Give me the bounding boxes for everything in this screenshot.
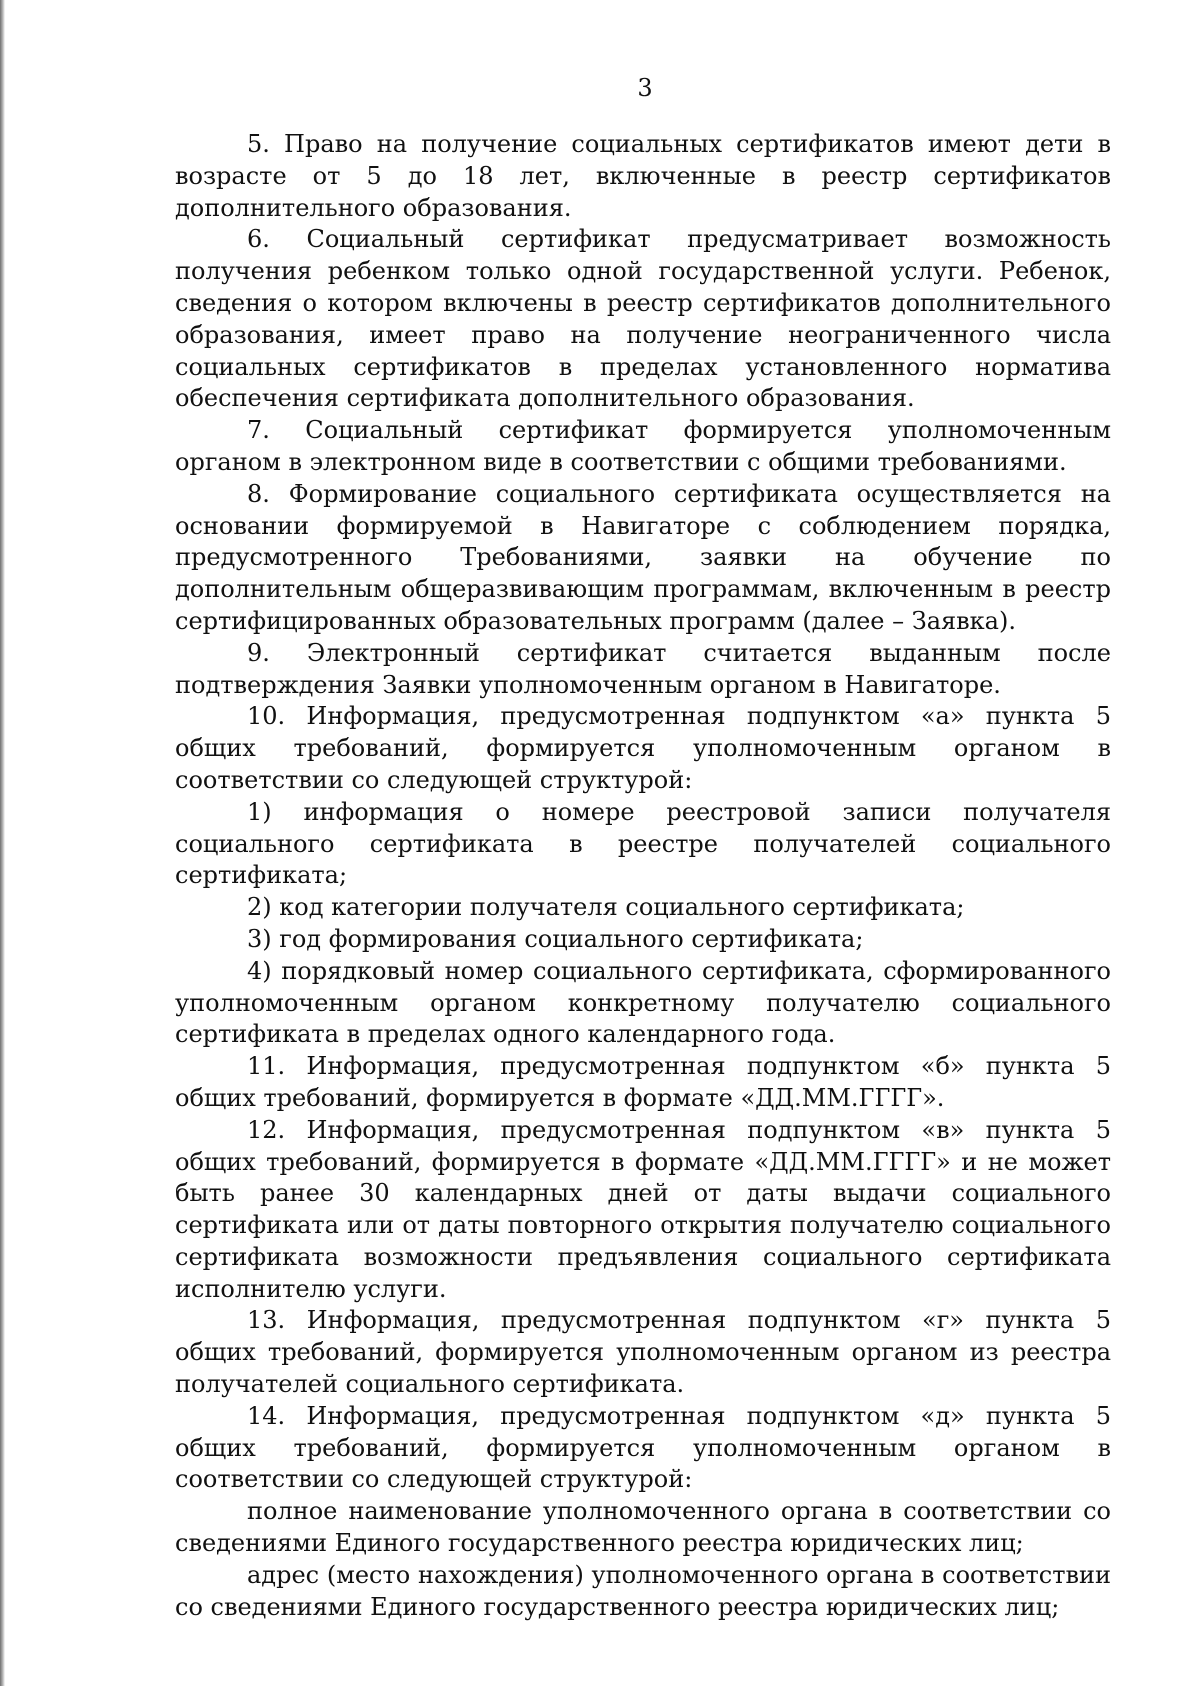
paragraph-10: 10. Информация, предусмотренная подпунктом «а» пункта 5 общих требований, формируется уполномоченным органом в соответствии со следующей структурой: bbox=[175, 702, 1111, 794]
paragraph-14: 14. Информация, предусмотренная подпунктом «д» пункта 5 общих требований, формируется уполномоченным органом в соответствии со следующей структурой: bbox=[175, 1401, 1111, 1494]
list-item-10-3: 3) год формирования социального сертификата; bbox=[247, 924, 864, 953]
paragraph-5: 5. Право на получение социальных сертификатов имеют дети в возрасте от 5 до 18 лет, включенные в реестр сертификатов дополнительного образования. bbox=[175, 130, 1111, 222]
paragraph-6: 6. Социальный сертификат предусматривает возможность получения ребенком только одной государственной услуги. Ребенок, сведения о котором включены в реестр сертификатов дополнительного образования, имеет право на получение неограниченного числа социальных сертификатов в пределах установленного норматива обеспечения сертификата дополнительного образования. bbox=[175, 225, 1111, 413]
structure-item-full-name: полное наименование уполномоченного органа в соответствии со сведениями Единого государственного реестра юридических лиц; bbox=[175, 1497, 1111, 1558]
paragraph-13: 13. Информация, предусмотренная подпунктом «г» пункта 5 общих требований, формируется уполномоченным органом из реестра получателей социального сертификата. bbox=[175, 1306, 1111, 1399]
document-body bbox=[175, 129, 1111, 1623]
page-number: 3 bbox=[637, 74, 653, 102]
paragraph-11: 11. Информация, предусмотренная подпунктом «б» пункта 5 общих требований, формируется в формате «ДД.ММ.ГГГГ». bbox=[175, 1052, 1111, 1112]
paragraph-12: 12. Информация, предусмотренная подпунктом «в» пункта 5 общих требований, формируется в формате «ДД.ММ.ГГГГ» и не может быть ранее 30 календарных дней от даты выдачи социального сертификата или от даты повторного открытия получателю социального сертификата возможности предъявления социального сертификата исполнителю услуги. bbox=[175, 1115, 1111, 1303]
list-item-10-2: 2) код категории получателя социального сертификата; bbox=[247, 893, 965, 922]
list-item-10-1: 1) информация о номере реестровой записи получателя социального сертификата в реестре получателей социального сертификата; bbox=[175, 797, 1111, 890]
paragraph-9: 9. Электронный сертификат считается выданным после подтверждения Заявки уполномоченным органом в Навигаторе. bbox=[175, 638, 1111, 699]
paragraph-7: 7. Социальный сертификат формируется уполномоченным органом в электронном виде в соответствии с общими требованиями. bbox=[175, 416, 1111, 476]
paragraph-8: 8. Формирование социального сертификата осуществляется на основании формируемой в Навигаторе с соблюдением порядка, предусмотренного Требованиями, заявки на обучение по дополнительным общеразвивающим программам, включенным в реестр сертифицированных образовательных программ (далее – Заявка). bbox=[175, 479, 1111, 635]
list-item-10-4: 4) порядковый номер социального сертификата, сформированного уполномоченным органом конкретному получателю социального сертификата в пределах одного календарного года. bbox=[175, 956, 1111, 1049]
structure-item-address: адрес (место нахождения) уполномоченного органа в соответствии со сведениями Единого государственного реестра юридических лиц; bbox=[175, 1560, 1111, 1621]
